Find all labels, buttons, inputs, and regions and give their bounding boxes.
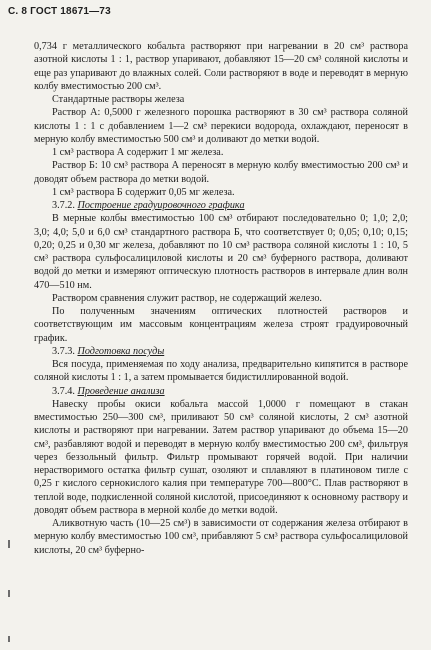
standard-code: ГОСТ 18671—73 [30, 6, 111, 17]
margin-mark [8, 636, 10, 642]
paragraph-sample-preparation: Навеску пробы окиси кобальта массой 1,0000 г помещают в стакан вместимостью 250—300 см³, приливают 50 см³ соляной кислоты, 2 см³ азотной кислоты и растворяют при нагревании. Затем раствор упаривают до объема 15—20 см³, разбавляют водой и переводят в мерную колбу вместимостью 200 см³, фильтруя через беззольный фильтр. Фильтр промывают горячей водой. При наличии нерастворимого остатка фильтр сушат, озоляют и сплавляют в платиновом тигле с 0,25 г кислого сернокислого калия при температуре 700—800°С. Плав растворяют в теплой воде, подкисленной соляной кислотой, присоединяют к основному раствору и доводят объем раствора в мерной колбе до метки водой. [34, 398, 408, 516]
paragraph-solution-b-content: 1 см³ раствора Б содержит 0,05 мг железа. [52, 186, 235, 198]
section-number: 3.7.4. [52, 385, 75, 397]
paragraph-solution-a-content: 1 см³ раствора А содержит 1 мг железа. [52, 147, 224, 158]
paragraph-aliquot: Аликвотную часть (10—25 см³) в зависимости от содержания железа отбирают в мерную колбу вместимостью 100 см³, прибавляют 5 см³ раствора сульфосалициловой кислоты, 20 см³ буферно- [34, 518, 408, 556]
section-title: Проведение анализа [77, 385, 165, 397]
section-title: Построение градуировочного графика [77, 200, 245, 211]
section-number: 3.7.2. [52, 200, 75, 211]
paragraph-reference-solution: Раствором сравнения служит раствор, не содержащий железо. [52, 292, 322, 304]
paragraph-solution-b: Раствор Б: 10 см³ раствора А переносят в мерную колбу вместимостью 200 см³ и доводят объем раствора до метки водой. [34, 160, 408, 185]
paragraph-calibration-graph: По полученным значениям оптических плотностей растворов и соответствующим им массовым концентрациям железа строят градуировочный график. [34, 306, 408, 344]
page-number: С. 8 [8, 6, 28, 17]
section-heading-3-7-2 [34, 199, 408, 212]
section-heading-3-7-3 [34, 345, 408, 358]
section-heading-3-7-4 [34, 385, 408, 398]
margin-mark [8, 540, 10, 548]
paragraph-calibration-procedure: В мерные колбы вместимостью 100 см³ отбирают последовательно 0; 1,0; 2,0; 3,0; 4,0; 5,0 и 6,0 см³ стандартного раствора Б, что соответствует 0; 0,05; 0,10; 0,15; 0,20; 0,25 и 0,30 мг железа, добавляют по 10 см³ раствора соляной кислоты 1 : 10, 5 см³ раствора сульфосалициловой кислоты и 20 см³ буферного раствора, доливают водой до метки и измеряют оптическую плотность растворов в интервале длин волн 470—510 нм. [34, 213, 408, 291]
section-title: Подготовка посуды [77, 345, 165, 357]
heading-iron-standards: Стандартные растворы железа [52, 94, 185, 105]
margin-mark [8, 590, 10, 597]
page-header [8, 6, 111, 17]
document-body [34, 40, 408, 557]
paragraph-cobalt-solution: 0,734 г металлического кобальта растворяют при нагревании в 20 см³ раствора азотной кислоты 1 : 1, раствор упаривают, добавляют 15—20 см³ соляной кислоты и еще раз упаривают до влажных солей. Соли растворяют в воде и переводят в мерную колбу вместимостью 200 см³. [34, 41, 408, 92]
paragraph-glassware: Вся посуда, применяемая по ходу анализа, предварительно кипятится в растворе соляной кислоты 1 : 1, а затем промывается бидистиллированной водой. [34, 359, 408, 384]
paragraph-solution-a: Раствор А: 0,5000 г железного порошка растворяют в 30 см³ раствора соляной кислоты 1 : 1 с добавлением 1—2 см³ перекиси водорода, охлаждают, переносят в мерную колбу вместимостью 500 см³ и доливают до метки водой. [34, 107, 408, 145]
section-number: 3.7.3. [52, 345, 75, 357]
